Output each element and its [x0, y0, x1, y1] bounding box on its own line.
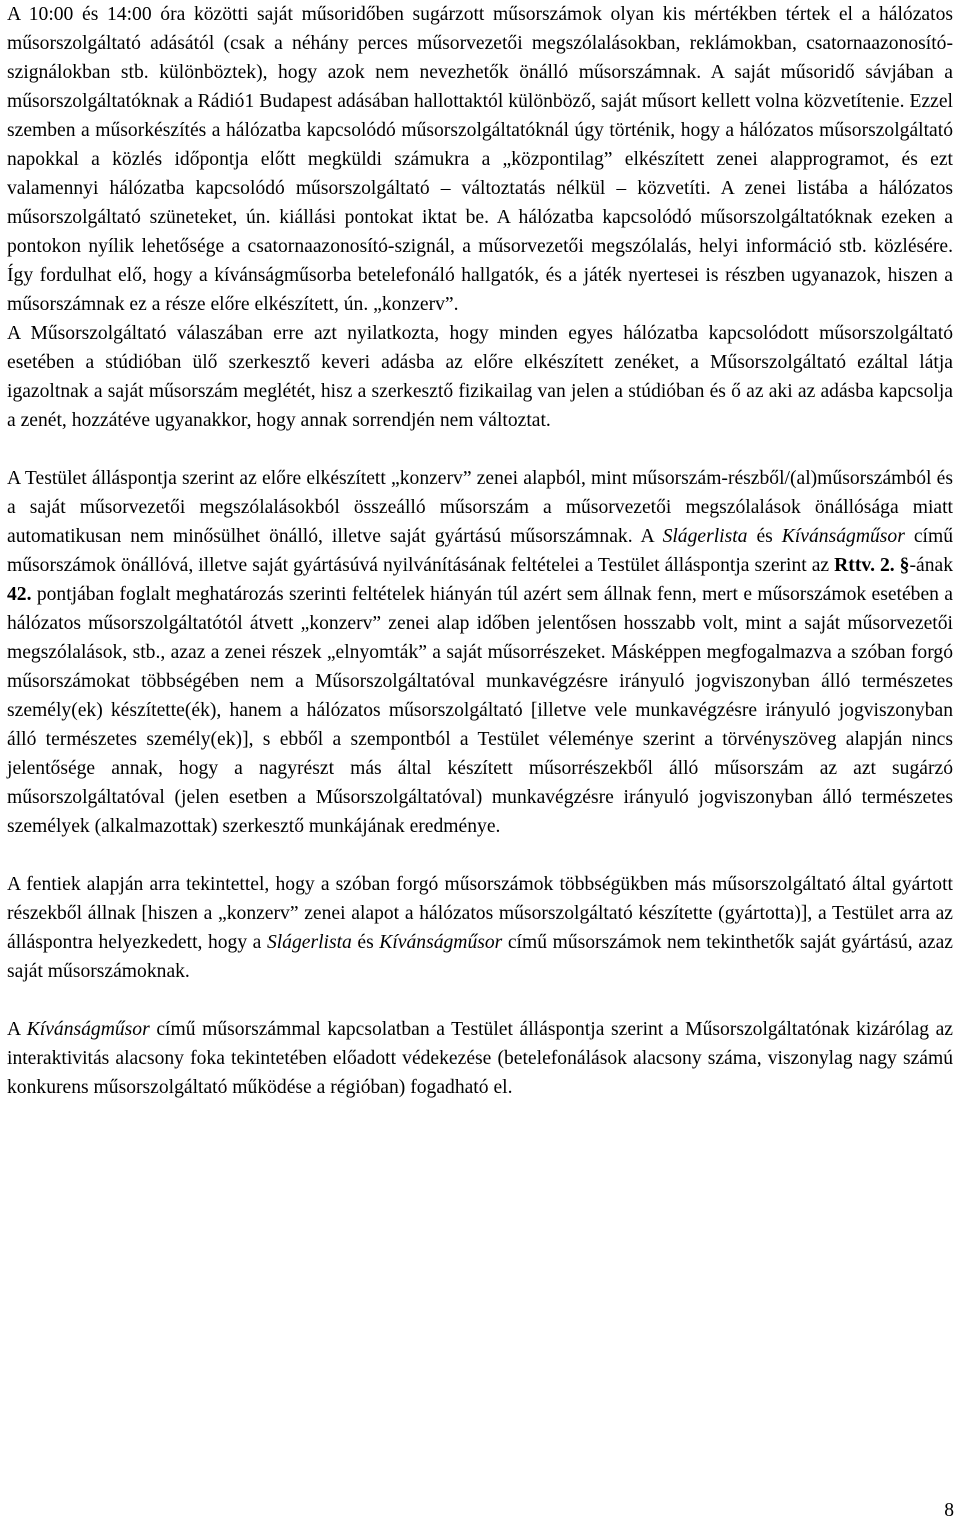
paragraph-text: -ának [909, 555, 953, 576]
paragraph-network-programming [7, 0, 953, 319]
paragraph-gap [7, 435, 953, 464]
paragraph-conclusion [7, 870, 953, 986]
program-title-slagerlista: Slágerlista [662, 526, 748, 547]
law-reference: Rttv. 2. § [834, 555, 910, 576]
program-title-kivansagmusor: Kívánságműsor [26, 1019, 150, 1040]
page-number: 8 [944, 1500, 954, 1521]
paragraph-text: című műsorszámok önállóvá, illetve saját gyártásúvá nyilvánításának feltételei a Testület álláspontja szerint az [7, 526, 953, 576]
paragraph-text: A Testület álláspontja szerint az előre elkészített „konzerv” zenei alapból, mint műsorszám-részből/(al)műsorszámból és a saját műsorvezetői megszólalásokból összeálló műsorszám a műsorvezetői megszólalások önállósága miatt automatikusan nem minősülhet önálló, illetve saját gyártású műsorszámnak. A [7, 468, 953, 547]
paragraph-provider-response [7, 319, 953, 435]
paragraph-text: pontjában foglalt meghatározás szerinti feltételek hiányán túl azért sem állnak fenn, mert e műsorszámok esetében a hálózatos műsorszolgáltatótól átvett „konzerv” zenei alap időben jelentősen hosszabb volt, mint a saját műsorvezetői megszólalások, stb., azaz a zenei részek „elnyomták” a saját műsorrészeket. Másképpen megfogalmazva a szóban forgó műsorszámokat többségében nem a Műsorszolgáltatóval munkavégzésre irányuló jogviszonyban álló természetes személy(ek) készítette(ék), hanem a hálózatos műsorszolgáltató [illetve vele munkavégzésre irányuló jogviszonyban álló természetes személy(ek)], s ebből a szempontból a Testület véleménye szerint a törvényszöveg alapján nincs jelentősége annak, hogy a nagyrészt más által készített műsorrészekből álló műsorszám az azt sugárzó műsorszolgáltatóval (jelen esetben a Műsorszolgáltatóval) munkavégzésre irányuló jogviszonyban álló természetes személyek (alkalmazottak) szerkesztő munkájának eredménye. [7, 584, 953, 837]
program-title-slagerlista: Slágerlista [266, 932, 352, 953]
paragraph-text: és [747, 526, 782, 547]
paragraph-gap [7, 986, 953, 1015]
law-point-number: 42. [7, 584, 32, 605]
paragraph-defense-accepted [7, 1015, 953, 1102]
program-title-kivansagmusor: Kívánságműsor [379, 932, 503, 953]
paragraph-text: A Műsorszolgáltató válaszában erre azt nyilatkozta, hogy minden egyes hálózatba kapcsolódott műsorszolgáltató esetében a stúdióban ülő szerkesztő keveri adásba az előre elkészített zenéket, a Műsorszolgáltató ezáltal látja igazoltnak a saját műsorszám meglétét, hisz a szerkesztő fizikailag van jelen a stúdióban és ő az aki az adásba kapcsolja a zenét, hozzátéve ugyanakkor, hogy annak sorrendjén nem változtat. [7, 323, 953, 431]
paragraph-text: A fentiek alapján arra tekintettel, hogy a szóban forgó műsorszámok többségükben más műsorszolgáltató által gyártott részekből állnak [hiszen a „konzerv” zenei alapot a hálózatos műsorszolgáltató készítette (gyártotta)], a Testület arra az álláspontra helyezkedett, hogy a [7, 874, 953, 953]
program-title-kivansagmusor: Kívánságműsor [781, 526, 905, 547]
paragraph-gap [7, 841, 953, 870]
paragraph-board-position [7, 464, 953, 841]
paragraph-text: című műsorszámmal kapcsolatban a Testület álláspontja szerint a Műsorszolgáltatónak kizárólag az interaktivitás alacsony foka tekintetében előadott védekezése (betelefonálások alacsony száma, viszonylag nagy számú konkurens műsorszolgáltató működése a régióban) fogadható el. [7, 1019, 953, 1098]
document-page [7, 0, 953, 1102]
paragraph-text: A 10:00 és 14:00 óra közötti saját műsoridőben sugárzott műsorszámok olyan kis mértékben tértek el a hálózatos műsorszolgáltató adásától (csak a néhány perces műsorvezetői megszólalásokban, reklámokban, csatornaazonosító-szignálokban stb. különböztek), hogy azok nem nevezhetők önálló műsorszámnak. A saját műsoridő sávjában a műsorszolgáltatóknak a Rádió1 Budapest adásában hallottaktól különböző, saját műsort kellett volna közvetítenie. Ezzel szemben a műsorkészítés a hálózatba kapcsolódó műsorszolgáltatóknál úgy történik, hogy a hálózatos műsorszolgáltató napokkal a közlés időpontja előtt megküldi számukra a „központilag” elkészített zenei alapprogramot, és ezt valamennyi hálózatba kapcsolódó műsorszolgáltató – változtatás nélkül – közvetíti. A zenei listába a hálózatos műsorszolgáltató szüneteket, ún. kiállási pontokat iktat be. A hálózatba kapcsolódó műsorszolgáltatóknak ezeken a pontokon nyílik lehetősége a csatornaazonosító-szignál, a műsorvezetői megszólalás, helyi információ stb. közlésére. Így fordulhat elő, hogy a kívánságműsorba betelefonáló hallgatók, és a játék nyertesei is részben ugyanazok, hiszen a műsorszámnak ez a része előre elkészített, ún. „konzerv”. [7, 4, 953, 315]
paragraph-text: és [351, 932, 380, 953]
paragraph-text: A [7, 1019, 27, 1040]
paragraph-text: című műsorszámok nem tekinthetők saját gyártású, azaz saját műsorszámoknak. [7, 932, 953, 982]
